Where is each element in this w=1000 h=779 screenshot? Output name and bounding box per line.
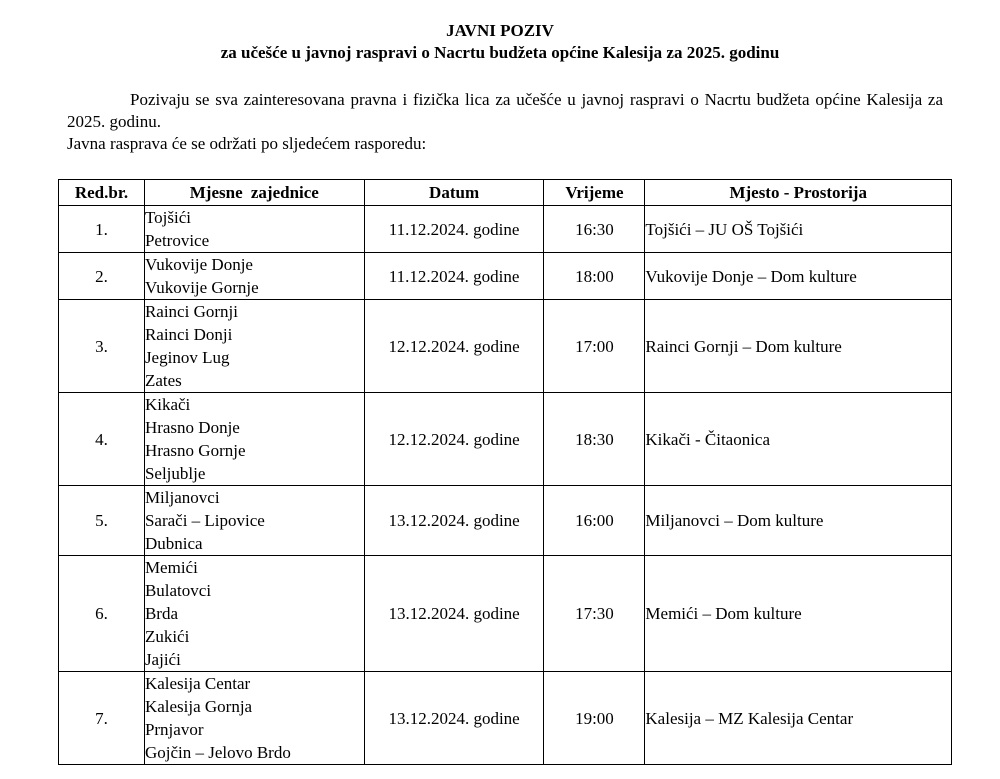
mjesna-zajednica: Vukovije Donje (144, 255, 253, 274)
mjesne-zajednice-cell (144, 393, 364, 486)
table-header-row (59, 180, 952, 206)
header-datum: Datum (364, 180, 544, 206)
mjesto-cell: Kalesija – MZ Kalesija Centar (645, 672, 952, 765)
schedule-body (59, 206, 952, 765)
mjesna-zajednica: Brda (144, 604, 178, 623)
mjesna-zajednica: Zates (144, 371, 182, 390)
vrijeme-cell: 16:00 (544, 486, 645, 556)
mjesna-zajednica: Bulatovci (144, 581, 212, 600)
row-number: 2. (59, 253, 145, 300)
datum-cell: 13.12.2024. godine (364, 672, 544, 765)
header-mjesne-zajednice: Mjesne zajednice (144, 180, 364, 206)
intro-schedule-line: Javna rasprava će se održati po sljedećem rasporedu: (67, 134, 427, 153)
mjesna-zajednica: Rainci Donji (144, 325, 233, 344)
mjesne-zajednice-cell (144, 556, 364, 672)
mjesna-zajednica: Zukići (144, 627, 190, 646)
table-row (59, 206, 952, 253)
mjesna-zajednica: Jajići (144, 650, 181, 669)
datum-cell: 12.12.2024. godine (364, 300, 544, 393)
mjesto-cell: Rainci Gornji – Dom kulture (645, 300, 952, 393)
vrijeme-cell: 17:30 (544, 556, 645, 672)
row-number: 3. (59, 300, 145, 393)
intro-paragraph: Pozivaju se sva zainteresovana pravna i fizička lica za učešće u javnoj raspravi o Nacrtu budžeta općine Kalesija za 2025. godinu. (67, 90, 943, 131)
header-red-br: Red.br. (59, 180, 145, 206)
mjesna-zajednica: Rainci Gornji (144, 302, 238, 321)
row-number: 7. (59, 672, 145, 765)
mjesto-cell: Memići – Dom kulture (645, 556, 952, 672)
mjesna-zajednica: Tojšići (144, 208, 191, 227)
vrijeme-cell: 18:00 (544, 253, 645, 300)
header-vrijeme: Vrijeme (544, 180, 645, 206)
schedule-table (58, 179, 952, 765)
row-number: 6. (59, 556, 145, 672)
mjesne-zajednice-cell (144, 672, 364, 765)
datum-cell: 11.12.2024. godine (364, 253, 544, 300)
datum-cell: 12.12.2024. godine (364, 393, 544, 486)
row-number: 1. (59, 206, 145, 253)
mjesto-cell: Tojšići – JU OŠ Tojšići (645, 206, 952, 253)
mjesne-zajednice-cell (144, 206, 364, 253)
datum-cell: 13.12.2024. godine (364, 486, 544, 556)
intro-text (67, 89, 943, 155)
mjesne-zajednice-cell (144, 486, 364, 556)
table-row (59, 556, 952, 672)
mjesna-zajednica: Kalesija Centar (144, 674, 251, 693)
table-row (59, 393, 952, 486)
mjesna-zajednica: Seljublje (144, 464, 206, 483)
document-subtitle: za učešće u javnoj raspravi o Nacrtu budžeta općine Kalesija za 2025. godinu (220, 43, 780, 62)
mjesna-zajednica: Hrasno Gornje (144, 441, 246, 460)
document-title: JAVNI POZIV (446, 21, 554, 40)
mjesna-zajednica: Prnjavor (144, 720, 204, 739)
table-row (59, 672, 952, 765)
row-number: 5. (59, 486, 145, 556)
table-row (59, 486, 952, 556)
header-mjesto: Mjesto - Prostorija (645, 180, 952, 206)
table-row (59, 253, 952, 300)
vrijeme-cell: 16:30 (544, 206, 645, 253)
vrijeme-cell: 19:00 (544, 672, 645, 765)
mjesna-zajednica: Miljanovci (144, 488, 220, 507)
mjesne-zajednice-cell (144, 253, 364, 300)
datum-cell: 11.12.2024. godine (364, 206, 544, 253)
mjesna-zajednica: Memići (144, 558, 198, 577)
table-row (59, 300, 952, 393)
mjesto-cell: Kikači - Čitaonica (645, 393, 952, 486)
mjesna-zajednica: Sarači – Lipovice (144, 511, 265, 530)
mjesto-cell: Vukovije Donje – Dom kulture (645, 253, 952, 300)
mjesna-zajednica: Petrovice (144, 231, 210, 250)
vrijeme-cell: 17:00 (544, 300, 645, 393)
datum-cell: 13.12.2024. godine (364, 556, 544, 672)
row-number: 4. (59, 393, 145, 486)
mjesna-zajednica: Gojčin – Jelovo Brdo (144, 743, 291, 762)
mjesna-zajednica: Dubnica (144, 534, 203, 553)
mjesne-zajednice-cell (144, 300, 364, 393)
mjesna-zajednica: Jeginov Lug (144, 348, 230, 367)
mjesna-zajednica: Kalesija Gornja (144, 697, 253, 716)
vrijeme-cell: 18:30 (544, 393, 645, 486)
mjesna-zajednica: Kikači (144, 395, 191, 414)
mjesto-cell: Miljanovci – Dom kulture (645, 486, 952, 556)
mjesna-zajednica: Hrasno Donje (144, 418, 240, 437)
mjesna-zajednica: Vukovije Gornje (144, 278, 259, 297)
